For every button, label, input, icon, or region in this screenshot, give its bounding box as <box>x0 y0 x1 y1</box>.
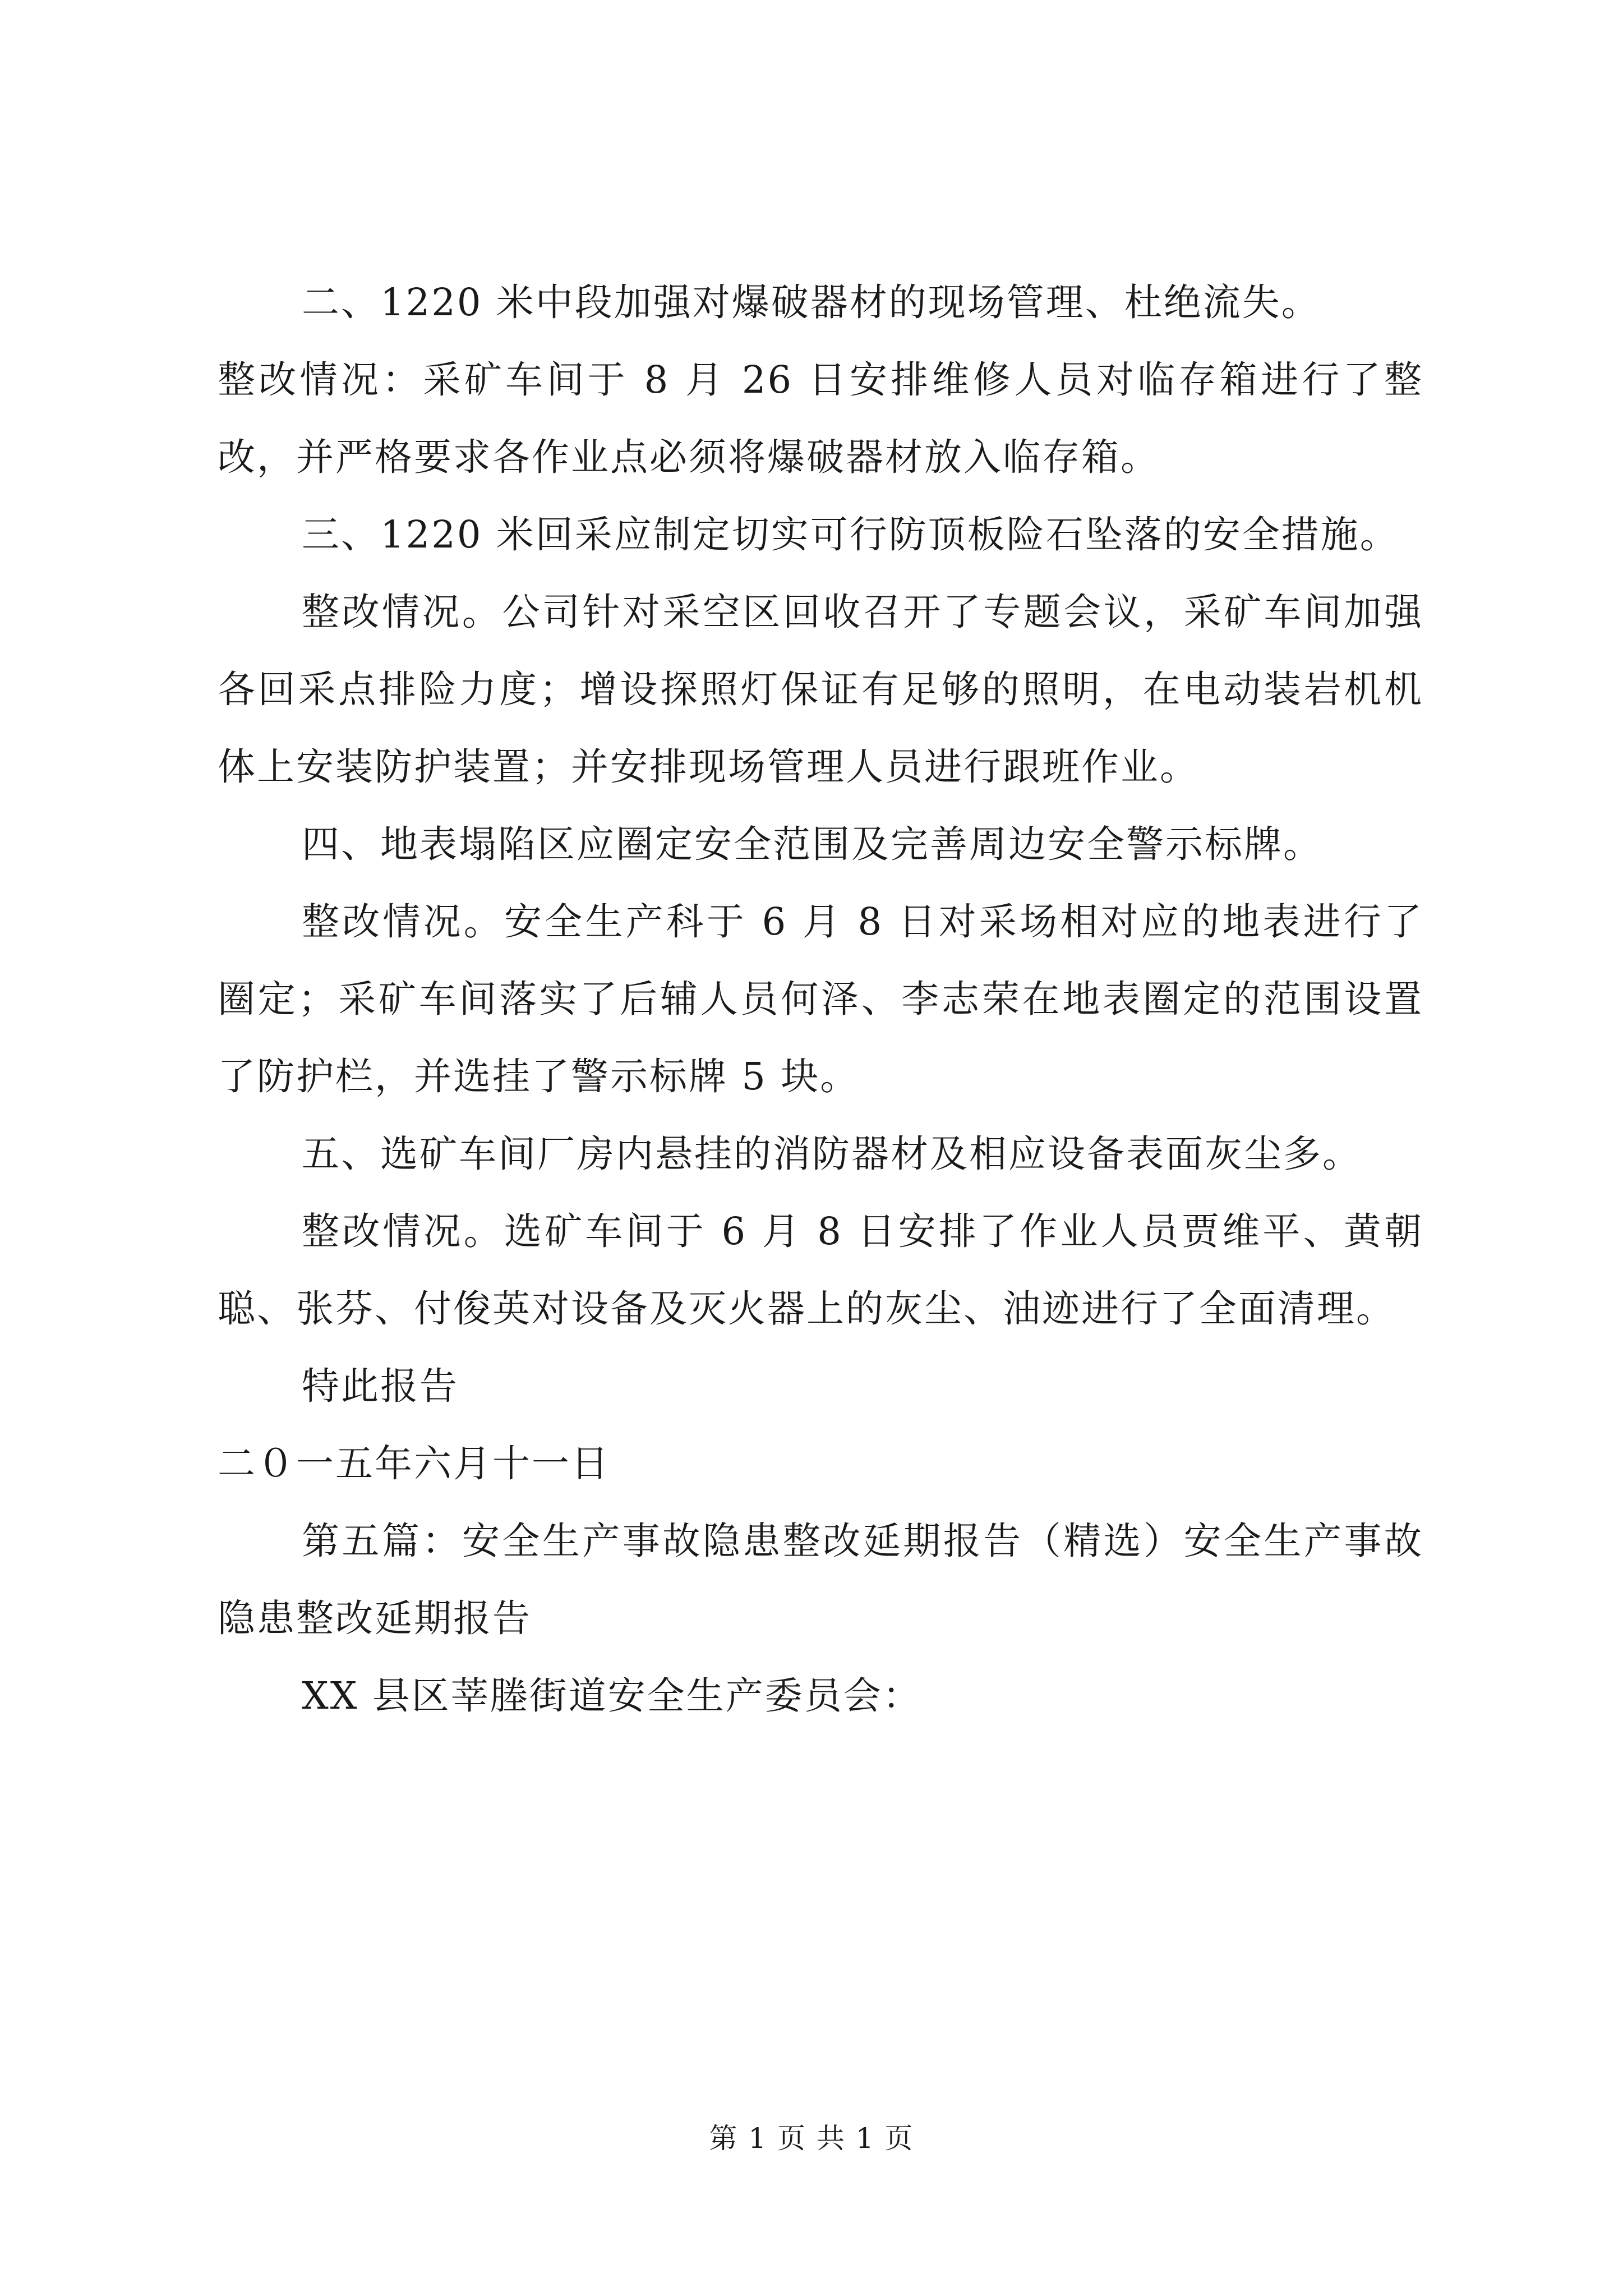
document-body <box>218 264 1423 1734</box>
paragraph-item-5: 五、选矿车间厂房内悬挂的消防器材及相应设备表面灰尘多。 <box>302 1132 1362 1176</box>
recipient-line: XX 县区莘塍街道安全生产委员会： <box>302 1674 922 1718</box>
paragraph-item-4: 四、地表塌陷区应圈定安全范围及完善周边安全警示标牌。 <box>302 822 1322 866</box>
page-number-footer: 第 1 页 共 1 页 <box>709 2122 914 2155</box>
paragraph-rectification-5: 整改情况。选矿车间于 6 月 8 日安排了作业人员贾维平、黄朝聪、张芬、付俊英对设备及灭火器上的灰尘、油迹进行了全面清理。 <box>218 1209 1423 1331</box>
paragraph-rectification-2: 整改情况：采矿车间于 8 月 26 日安排维修人员对临存箱进行了整改，并严格要求各作业点必须将爆破器材放入临存箱。 <box>218 358 1423 479</box>
paragraph-item-2: 二、1220 米中段加强对爆破器材的现场管理、杜绝流失。 <box>302 280 1321 324</box>
section-heading-part-5: 第五篇：安全生产事故隐患整改延期报告（精选）安全生产事故隐患整改延期报告 <box>218 1519 1423 1640</box>
paragraph-rectification-4: 整改情况。安全生产科于 6 月 8 日对采场相对应的地表进行了圈定；采矿车间落实了后辅人员何泽、李志荣在地表圈定的范围设置了防护栏，并选挂了警示标牌 5 块。 <box>218 900 1423 1098</box>
report-date: 二０一五年六月十一日 <box>218 1442 610 1485</box>
paragraph-rectification-3: 整改情况。公司针对采空区回收召开了专题会议，采矿车间加强各回采点排险力度；增设探照灯保证有足够的照明，在电动装岩机机体上安装防护装置；并安排现场管理人员进行跟班作业。 <box>218 590 1423 789</box>
paragraph-item-3: 三、1220 米回采应制定切实可行防顶板险石坠落的安全措施。 <box>302 513 1399 556</box>
closing-statement: 特此报告 <box>302 1364 459 1408</box>
